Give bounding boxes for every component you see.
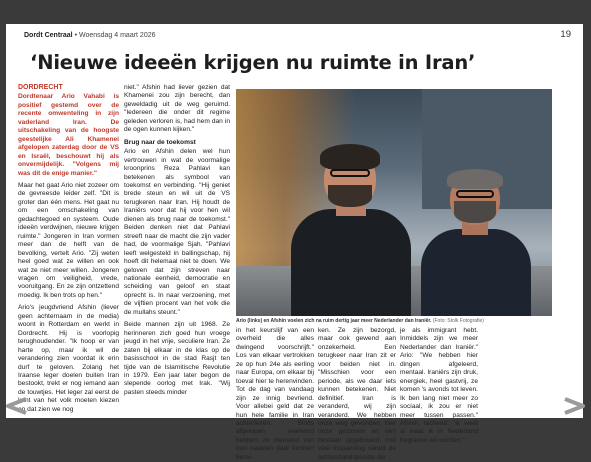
masthead	[24, 32, 156, 39]
person-left-body	[291, 209, 411, 316]
photo-caption	[236, 318, 552, 324]
person-right-glasses	[456, 190, 494, 198]
photo-credit: (Foto: Stolk Fotografie)	[431, 318, 484, 324]
body-paragraph: Ario's jeugdvriend Afshin (liever geen achternaam in de media) woont in Rotterdam en werkt in Dordrecht. Hij is voorlopig terughoudender. "Ik hoop er van harte op, maar ik wil de verandering zien voordat ik erin durf te geloven. Zolang het Iraanse leger doelen buiten Iran bestookt, trekt er nog iemand aan de touwtjes. Het leger zal eerst de kant van het volk moeten kiezen en dat zien we nog	[18, 304, 119, 413]
person-left-beard	[328, 185, 372, 207]
person-right-body	[421, 229, 531, 316]
caption-text: Ario (links) en Afshin voelen zich na ruim dertig jaar meer Nederlander dan Iraniër.	[236, 318, 432, 324]
subheading: Brug naar de toekomst	[124, 138, 196, 146]
person-left-glasses	[330, 169, 370, 177]
body-paragraph: Beide mannen zijn uit 1968. Ze herinneren zich goed hun vroege jeugd in het vrije, seculiere Iran. Ze zaten bij elkaar in de klas op de basisschool in de stad Rasjt ten tijde van de Islamitische Revolutie in 1979. Een jaar later begon de slepende oorlog met Irak. "Wij pasten steeds minder	[124, 321, 230, 396]
masthead-separator: •	[72, 32, 79, 39]
dateline: DORDRECHT	[18, 84, 63, 91]
person-left-hair	[320, 144, 380, 170]
article-photo	[236, 89, 552, 316]
article-lead: Dordtenaar Ario Vahabi is positief gestemd over de recente omwenteling in zijn vaderland Iran. De uitschakeling van de hoogste geestelijke Ali Khamenei afgelopen zaterdag door de VS en Israël, beschouwt hij als onvermijdelijk. "Volgens mij was dit de enige manier."	[18, 93, 119, 177]
person-right-beard	[454, 201, 496, 223]
previous-page-arrow-icon[interactable]	[0, 395, 30, 417]
next-page-arrow-icon[interactable]	[561, 395, 591, 417]
article-column-3: in het keurslijf van een overheid die alles dwingend voorschrijft." Los van elkaar vertrokken ze op hun 24e als eerling naar Europa, om elkaar bij toeval hier te herenvinden. Tot de dag van vandaag zijn ze innig bevriend. Voor allebei geld dat ze hun hele familie in Iran achterlieten. Sinds afgelopen weekend hebben ze niemand van hun naasten daar kunnen berei-	[236, 327, 314, 461]
article-headline: ‘Nieuwe ideeën krijgen nu ruimte in Iran’	[30, 51, 476, 74]
publication-date: Woensdag 4 maart 2026	[78, 32, 156, 39]
body-paragraph: niet." Afshin had liever gezien dat Khamenei zou zijn berecht, dan geweldadig uit de weg geruimd. "Iedereen die onder dit regime geleden verloren is, had hem dan in de ogen kunnen kijken."	[124, 84, 230, 134]
article-column-1	[18, 84, 119, 418]
person-right-hair	[447, 169, 503, 189]
publication-name: Dordt Centraal	[24, 32, 73, 39]
newspaper-page	[6, 24, 585, 461]
body-paragraph: Ario en Afshin delen wel hun vertrouwen in wat de voormalige kroonprins Reza Pahlavi kan betekenen als symbool van toekomst en verbinding. "Hij geniet brede steun en wil uit de VS terugkeren naar Iran. Hij houdt de Iraniërs voor dat hij voor hen wil dienen als brug naar de toekomst." Beiden denken niet dat Pahlavi streeft naar de macht die zijn vader had, de voormalige Sjah. "Pahlavi leeft welgesteld in ballingschap, hij hoeft dit helemaal niet te doen. We geloven dat zijn streven naar nationale eenheid, democratie en scheiding van geloof en staat oprecht is. In naar verzoening, met de vijftien procent van het volk die de mullahs steunt."	[124, 148, 230, 316]
body-paragraph: Maar het gaat Ario niet zozeer om de gevreesde leider zelf. "Dit is groter dan één mens. Het gaat nu om een omschakeling van gedachtegoed en systeem. Oude ideeën verdwijnen, nieuwe krijgen ruimte." Jongeren in Iran vormen meer dan de helft van de bevolking, vertelt Ario. "Zij weten heel goed wat ze willen en ook wat ze niet meer willen. Jongeren vragen om veiligheid, vrede, vooruitgang. En ze zijn ontzettend moedig. Ik ben trots op hen."	[18, 181, 119, 299]
article-column-4: ken. Ze zijn bezorgd, maar ook gewend aan onzekerheid. Een terugkeer naar Iran zit er voor beiden niet in. "Misschien voor een periode, als we daar iets kunnen betekenen. Niet definitief. Iran is veranderd, wij zijn veranderd. We hebben onze weg gevonden, hier onze gezinnen en een bestaan opgebouwd, met veel inspanning vanuit de achterstandspositie die	[318, 327, 396, 461]
article-column-5: je als immigrant hebt. Inmiddels zijn we meer Nederlander dan Iraniër." Ario: "We hebben hier dingen afgeleerd, mentaal. Iraniërs zijn druk, energiek, heel gastvrij, ze komen 's avonds tot leven. Ik ben lang niet meer zo sociaal, ik zou er niet meer tussen passen." Afshin, lachend: "Ik weet al waar ik in Nederland begraven wil worden."	[400, 327, 478, 444]
page-number: 19	[560, 29, 571, 40]
article-column-2	[124, 84, 230, 401]
viewer-top-bar	[0, 0, 591, 24]
viewer-right-edge	[583, 0, 591, 418]
